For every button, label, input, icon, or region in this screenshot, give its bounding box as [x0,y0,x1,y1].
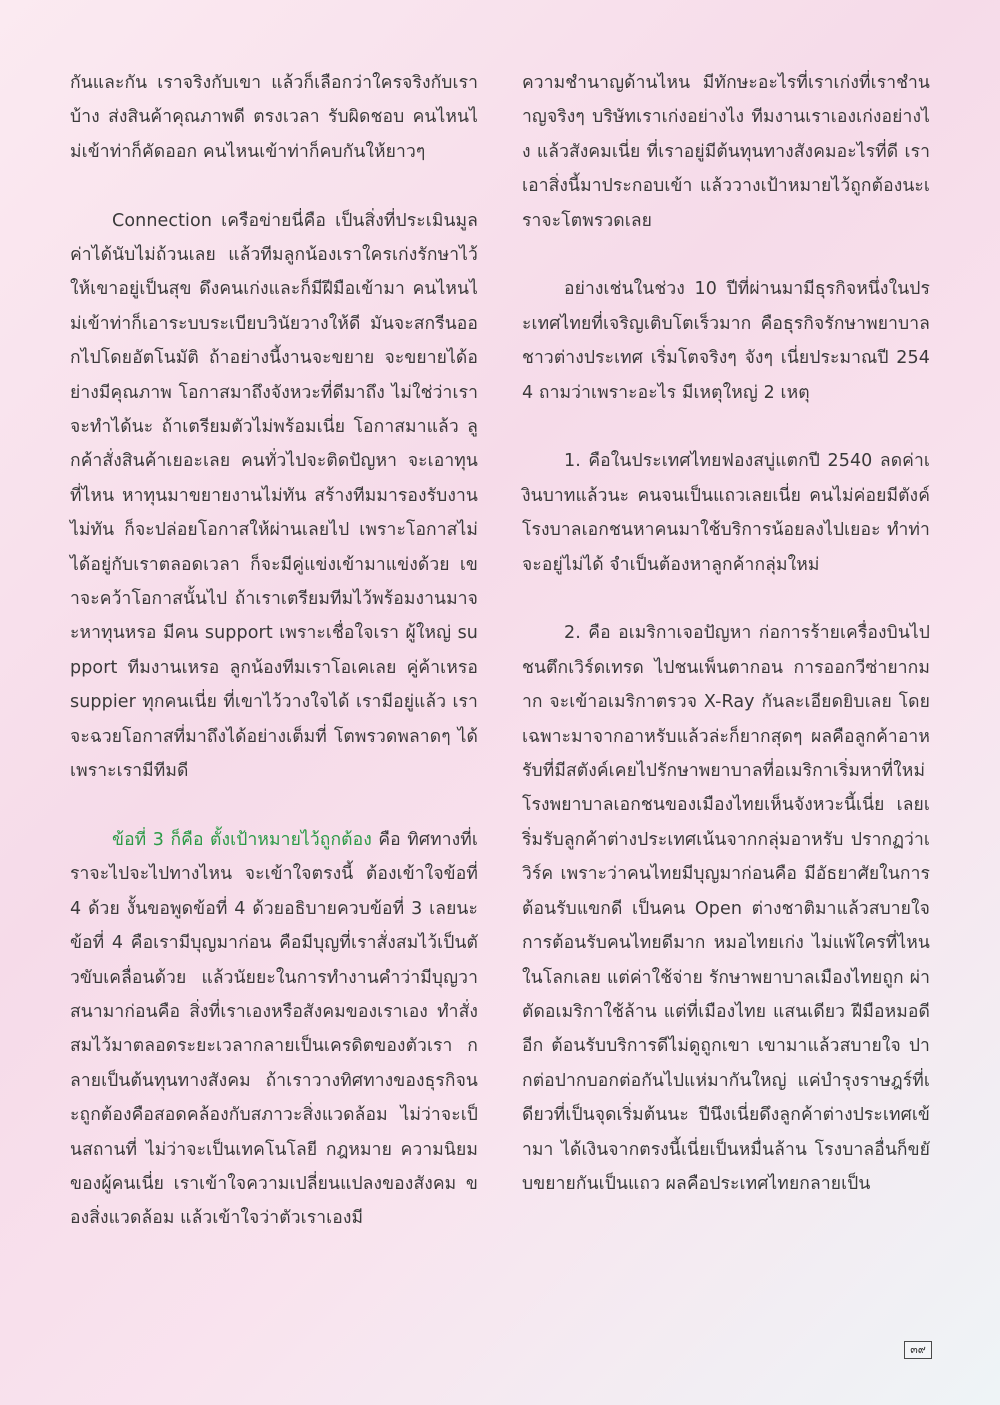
left-paragraph-1: กันและกัน เราจริงกับเขา แล้วก็เลือกว่าใครจริงกับเราบ้าง ส่งสินค้าคุณภาพดี ตรงเวลา รับผิดชอบ คนไหนไม่เข้าท่าก็คัดออก คนไหนเข้าท่าก็คบกันให้ยาวๆ [70,73,478,162]
left-paragraph-3 [70,823,478,1236]
right-column [522,66,930,1236]
right-paragraph-2: อย่างเช่นในช่วง 10 ปีที่ผ่านมามีธุรกิจหนึ่งในประเทศไทยที่เจริญเติบโตเร็วมาก คือธุรกิจรักษาพยาบาล ชาวต่างประเทศ เริ่มโตจริงๆ จังๆ เนี่ยประมาณปี 2544 ถามว่าเพราะอะไร มีเหตุใหญ่ 2 เหตุ [522,279,930,403]
right-paragraph-1: ความชำนาญด้านไหน มีทักษะอะไรที่เราเก่งที่เราชำนาญจริงๆ บริษัทเราเก่งอย่างไง ทีมงานเราเองเก่งอย่างไง แล้วสังคมเนี่ย ที่เราอยู่มีต้นทุนทางสังคมอะไรที่ดี เราเอาสิ่งนี้มาประกอบเข้า แล้ววางเป้าหมายไว้ถูกต้องนะเราจะโตพรวดเลย [522,73,930,231]
right-paragraph-4: 2. คือ อเมริกาเจอปัญหา ก่อการร้ายเครื่องบินไปชนตึกเวิร์ดเทรด ไปชนเพ็นตากอน การออกวีซ่ายากมาก จะเข้าอเมริกาตรวจ X-Ray กันละเอียดยิบเลย โดยเฉพาะมาจากอาหรับแล้วล่ะก็ยากสุดๆ ผลคือลูกค้าอาหรับที่มีสตังค์เคยไปรักษาพยาบาลที่อเมริกาเริ่มหาที่ใหม่ โรงพยาบาลเอกชนของเมืองไทยเห็นจังหวะนี้เนี่ย เลยเริ่มรับลูกค้าต่างประเทศเน้นจากกลุ่มอาหรับ ปรากฏว่าเวิร์ค เพราะว่าคนไทยมีบุญมาก่อนคือ มีอัธยาศัยในการต้อนรับแขกดี เป็นคน Open ต่างชาติมาแล้วสบายใจ การต้อนรับคนไทยดีมาก หมอไทยเก่ง ไม่แพ้ใครที่ไหนในโลกเลย แต่ค่าใช้จ่าย รักษาพยาบาลเมืองไทยถูก ผ่าตัดอเมริกาใช้ล้าน แต่ที่เมืองไทย แสนเดียว ฝีมือหมอดีอีก ต้อนรับบริการดีไม่ดูถูกเขา เขามาแล้วสบายใจ ปากต่อปากบอกต่อกันไปแห่มากันใหญ่ แค่บำรุงราษฎร์ที่เดียวที่เป็นจุดเริ่มต้นนะ ปีนึงเนี่ยดึงลูกค้าต่างประเทศเข้ามา ได้เงินจากตรงนี้เนี่ยเป็นหมื่นล้าน โรงบาลอื่นก็ขยับขยายกันเป็นแถว ผลคือประเทศไทยกลายเป็น [522,623,930,1194]
left-paragraph-3-body: คือ ทิศทางที่เราจะไปจะไปทางไหน จะเข้าใจตรงนี้ ต้องเข้าใจข้อที่ 4 ด้วย งั้นขอพูดข้อที่ 4 ด้วยอธิบายควบข้อที่ 3 เลยนะ ข้อที่ 4 คือเรามีบุญมาก่อน คือมีบุญที่เราสั่งสมไว้เป็นตัวขับเคลื่อนด้วย แล้วนัยยะในการทำงานคำว่ามีบุญวาสนามาก่อนคือ สิ่งที่เราเองหรือสังคมของเราเอง ทำสั่งสมไว้มาตลอดระยะเวลากลายเป็นเครดิตของตัวเรา กลายเป็นต้นทุนทางสังคม ถ้าเราวางทิศทางของธุรกิจนะถูกต้องคือสอดคล้องกับสภาวะสิ่งแวดล้อม ไม่ว่าจะเป็นสถานที่ ไม่ว่าจะเป็นเทคโนโลยี กฎหมาย ความนิยมของผู้คนเนี่ย เราเข้าใจความเปลี่ยนแปลงของสังคม ของสิ่งแวดล้อม แล้วเข้าใจว่าตัวเราเองมี [70,829,478,1229]
right-paragraph-3: 1. คือในประเทศไทยฟองสบู่แตกปี 2540 ลดค่าเงินบาทแล้วนะ คนจนเป็นแถวเลยเนี่ย คนไม่ค่อยมีตังค์ โรงบาลเอกชนหาคนมาใช้บริการน้อยลงไปเยอะ ทำท่าจะอยู่ไม่ได้ จำเป็นต้องหาลูกค้ากลุ่มใหม่ [522,451,930,575]
section-3-heading: ข้อที่ 3 ก็คือ ตั้งเป้าหมายไว้ถูกต้อง [112,829,372,850]
page-number: ๓๙ [904,1341,932,1359]
left-column [70,66,478,1270]
left-paragraph-2: Connection เครือข่ายนี่คือ เป็นสิ่งที่ประเมินมูลค่าได้นับไม่ถ้วนเลย แล้วทีมลูกน้องเราใครเก่งรักษาไว้ให้เขาอยู่เป็นสุข ดึงคนเก่งและก็มีฝีมือเข้ามา คนไหนไม่เข้าท่าก็เอาระบบระเบียบวินัยวางให้ดี มันจะสกรีนออกไปโดยอัตโนมัติ ถ้าอย่างนี้งานจะขยาย จะขยายได้อย่างมีคุณภาพ โอกาสมาถึงจังหวะที่ดีมาถึง ไม่ใช่ว่าเราจะทำได้นะ ถ้าเตรียมตัวไม่พร้อมเนี่ย โอกาสมาแล้ว ลูกค้าสั่งสินค้าเยอะเลย คนทั่วไปจะติดปัญหา จะเอาทุนที่ไหน หาทุนมาขยายงานไม่ทัน สร้างทีมมารองรับงานไม่ทัน ก็จะปล่อยโอกาสให้ผ่านเลยไป เพราะโอกาสไม่ได้อยู่กับเราตลอดเวลา ก็จะมีคู่แข่งเข้ามาแข่งด้วย เขาจะคว้าโอกาสนั้นไป ถ้าเราเตรียมทีมไว้พร้อมงานมาจะหาทุนหรอ มีคน support เพราะเชื่อใจเรา ผู้ใหญ่ support ทีมงานเหรอ ลูกน้องทีมเราโอเคเลย คู่ค้าเหรอ suppier ทุกคนเนี่ย ที่เขาไว้วางใจได้ เรามีอยู่แล้ว เราจะฉวยโอกาสที่มาถึงได้อย่างเต็มที่ โตพรวดพลาดๆ ได้ เพราะเรามีทีมดี [70,210,478,782]
